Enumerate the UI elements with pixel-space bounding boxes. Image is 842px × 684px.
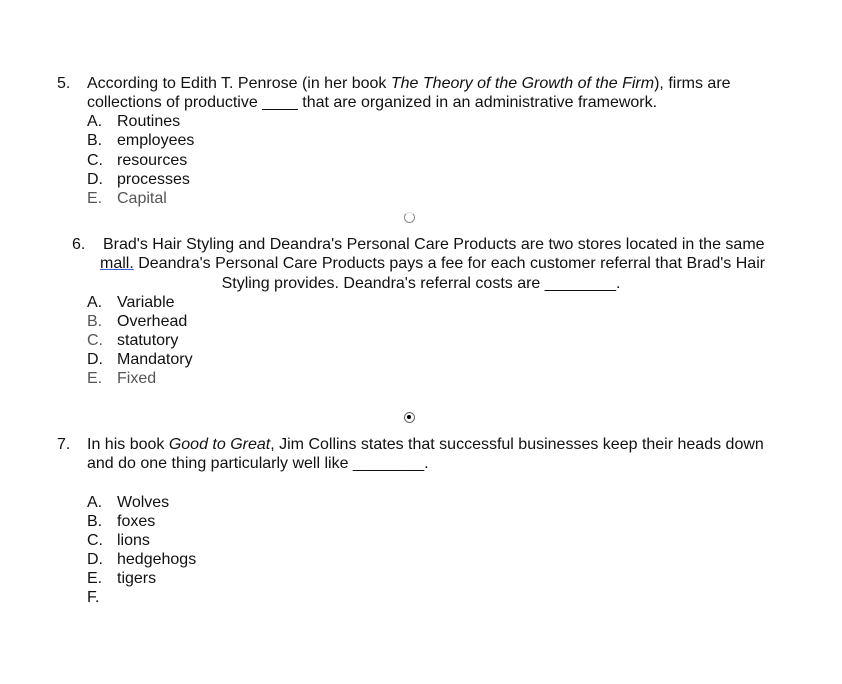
question-stem-line1: Brad's Hair Styling and Deandra's Personal Care Products are two stores located in the same xyxy=(103,236,765,253)
question-stem-line2: collections of productive ____ that are organized in an administrative framework. xyxy=(87,94,658,111)
option-letter: D. xyxy=(87,351,103,368)
option-letter: B. xyxy=(87,132,103,149)
option-letter: A. xyxy=(87,294,103,311)
option-c[interactable]: resources xyxy=(117,152,188,169)
option-letter: E. xyxy=(87,370,103,387)
option-b[interactable]: employees xyxy=(117,132,195,149)
option-c[interactable]: lions xyxy=(117,532,150,549)
radio-button-selected[interactable] xyxy=(404,412,415,423)
option-letter: B. xyxy=(87,313,103,330)
question-number: 6. xyxy=(72,236,86,253)
question-stem-line3: Styling provides. Deandra's referral costs are ________. xyxy=(221,275,621,292)
option-letter: E. xyxy=(87,190,103,207)
option-e[interactable]: tigers xyxy=(117,570,157,587)
option-d[interactable]: hedgehogs xyxy=(117,551,197,568)
question-number: 7. xyxy=(57,436,71,453)
option-letter: C. xyxy=(87,332,103,349)
option-b[interactable]: Overhead xyxy=(117,313,188,330)
option-c[interactable]: statutory xyxy=(117,332,179,349)
option-letter: A. xyxy=(87,494,103,511)
spellcheck-underlined-word: mall. xyxy=(100,255,134,272)
radio-button-empty[interactable] xyxy=(404,212,415,223)
question-number: 5. xyxy=(57,75,71,92)
option-letter: C. xyxy=(87,532,103,549)
option-letter: E. xyxy=(87,570,103,587)
option-a[interactable]: Routines xyxy=(117,113,181,130)
option-letter: A. xyxy=(87,113,103,130)
option-letter: B. xyxy=(87,513,103,530)
option-d[interactable]: Mandatory xyxy=(117,351,193,368)
question-stem-line2: mall. Deandra's Personal Care Products pays a fee for each customer referral that Brad's Hair xyxy=(100,255,766,272)
option-d[interactable]: processes xyxy=(117,171,190,188)
option-letter: D. xyxy=(87,171,103,188)
question-stem-line1: According to Edith T. Penrose (in her book The Theory of the Growth of the Firm), firms are xyxy=(87,75,731,92)
option-a[interactable]: Variable xyxy=(117,294,175,311)
option-a[interactable]: Wolves xyxy=(117,494,170,511)
option-e[interactable]: Capital xyxy=(117,190,167,207)
option-letter: C. xyxy=(87,152,103,169)
option-b[interactable]: foxes xyxy=(117,513,156,530)
option-e[interactable]: Fixed xyxy=(117,370,157,387)
option-letter: F. xyxy=(87,589,100,606)
option-letter: D. xyxy=(87,551,103,568)
question-stem-line2: and do one thing particularly well like ________. xyxy=(87,455,429,472)
question-stem-line1: In his book Good to Great, Jim Collins states that successful businesses keep their heads down xyxy=(87,436,764,453)
